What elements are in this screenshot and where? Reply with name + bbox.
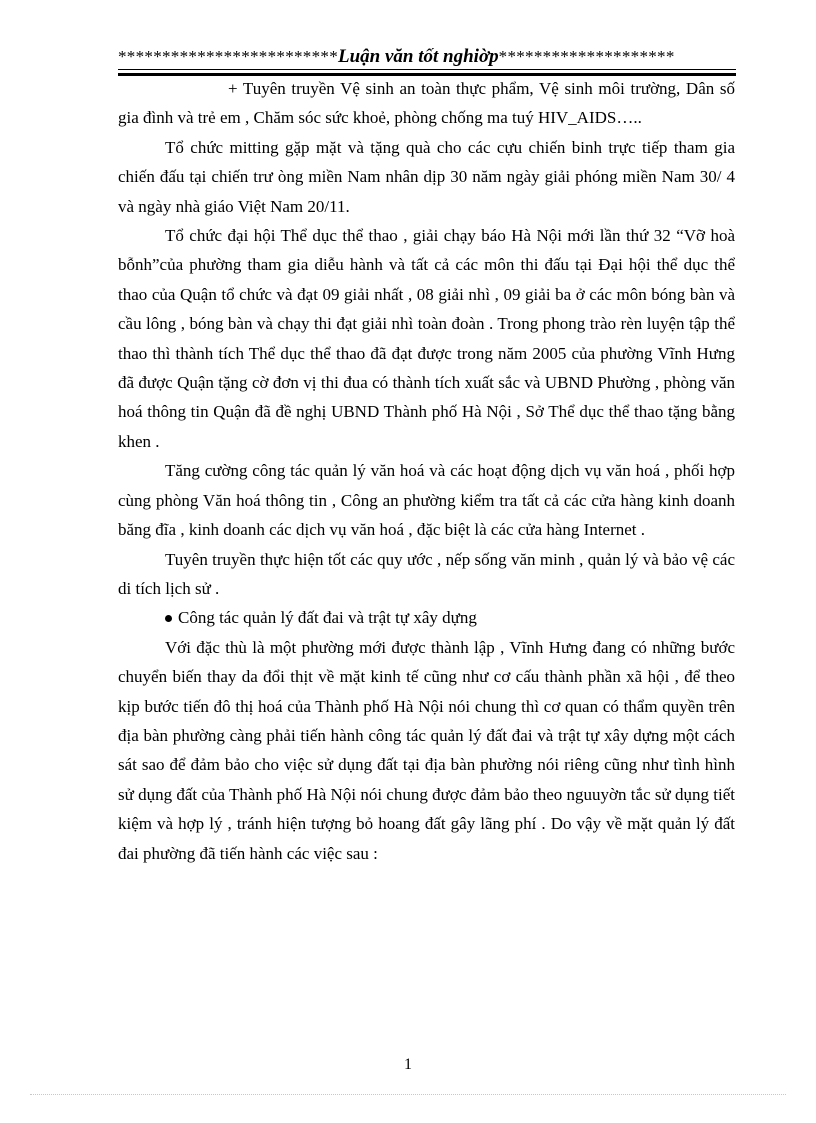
paragraph-regulations: Tuyên truyền thực hiện tốt các quy ước , nếp sống văn minh , quản lý và bảo vệ các di tích lịch sử . [118, 549, 735, 598]
page-number: 1 [404, 1056, 412, 1073]
bullet-heading-land [118, 603, 735, 632]
paragraph-land-management: Với đặc thù là một phường mới được thành lập , Vĩnh Hưng đang có những bước chuyển biến thay da đổi thịt về mặt kinh tế cũng như cơ cấu thành phần xã hội , để theo kịp bước tiến đô thị hoá của Thành phố Hà Nội nói chung thì cơ quan có thẩm quyền trên địa bàn phường càng phải tiến hành công tác quản lý đất đai và trật tự xây dựng một cách sát sao để đảm bảo cho việc sử dụng đất tại địa bàn phường nói riêng cũng như tình hình sử dụng đất của Thành phố Hà Nội nói chung được đảm bảo theo nguuyờn tắc sử dụng tiết kiệm và hợp lý , tránh hiện tượng bỏ hoang đất gây lãng phí . Do vậy về mặt quản lý đất đai phường đã tiến hành các việc sau : [118, 637, 735, 863]
header-stars-left: ************************* [118, 47, 338, 66]
paragraph-propaganda: + Tuyên truyền Vệ sinh an toàn thực phẩm, Vệ sinh môi trường, Dân số gia đình và trẻ em , Chăm sóc sức khoẻ, phòng chống ma tuý HIV_AIDS….. [118, 79, 735, 128]
paragraph-sports: Tổ chức đại hội Thể dục thể thao , giải chạy báo Hà Nội mới lần thứ 32 “Vỡ hoà bỗnh”của phường tham gia diễu hành và tất cả các môn thi đấu tại Đại hội thể dục thể thao của Quận tổ chức và đạt 09 giải nhất , 08 giải nhì , 09 giải ba ở các môn bóng bàn và cầu lông , bóng bàn và chạy thi đạt giải nhì toàn đoàn . Trong phong trào rèn luyện tập thể thao thì thành tích Thể dục thể thao đã đạt được trong năm 2005 của phường Vĩnh Hưng đã được Quận tặng cờ đơn vị thi đua có thành tích xuất sắc và UBND Phường , phòng văn hoá thông tin Quận đã đề nghị UBND Thành phố Hà Nội , Sở Thể dục thể thao tặng bằng khen . [118, 226, 735, 451]
document-body [118, 74, 735, 868]
bullet-icon [165, 615, 172, 622]
paragraph-veterans: Tổ chức mitting gặp mặt và tặng quà cho các cựu chiến binh trực tiếp tham gia chiến đấu tại chiến trư òng miền Nam nhân dịp 30 năm ngày giải phóng miền Nam 30/ 4 và ngày nhà giáo Việt Nam 20/11. [118, 137, 735, 216]
page-header [118, 46, 736, 68]
header-title: Luận văn tốt nghiờp [338, 46, 499, 67]
paragraph-culture-management: Tăng cường công tác quản lý văn hoá và các hoạt động dịch vụ văn hoá , phối hợp cùng phòng Văn hoá thông tin , Công an phường kiểm tra tất cả các cửa hàng kinh doanh băng đĩa , kinh doanh các dịch vụ văn hoá , đặc biệt là các cửa hàng Internet . [118, 461, 735, 540]
header-rule-thin [118, 69, 736, 70]
footer-divider [30, 1094, 786, 1095]
header-stars-right: ******************** [498, 47, 675, 66]
bullet-heading-text: Công tác quản lý đất đai và trật tự xây dựng [178, 608, 477, 628]
